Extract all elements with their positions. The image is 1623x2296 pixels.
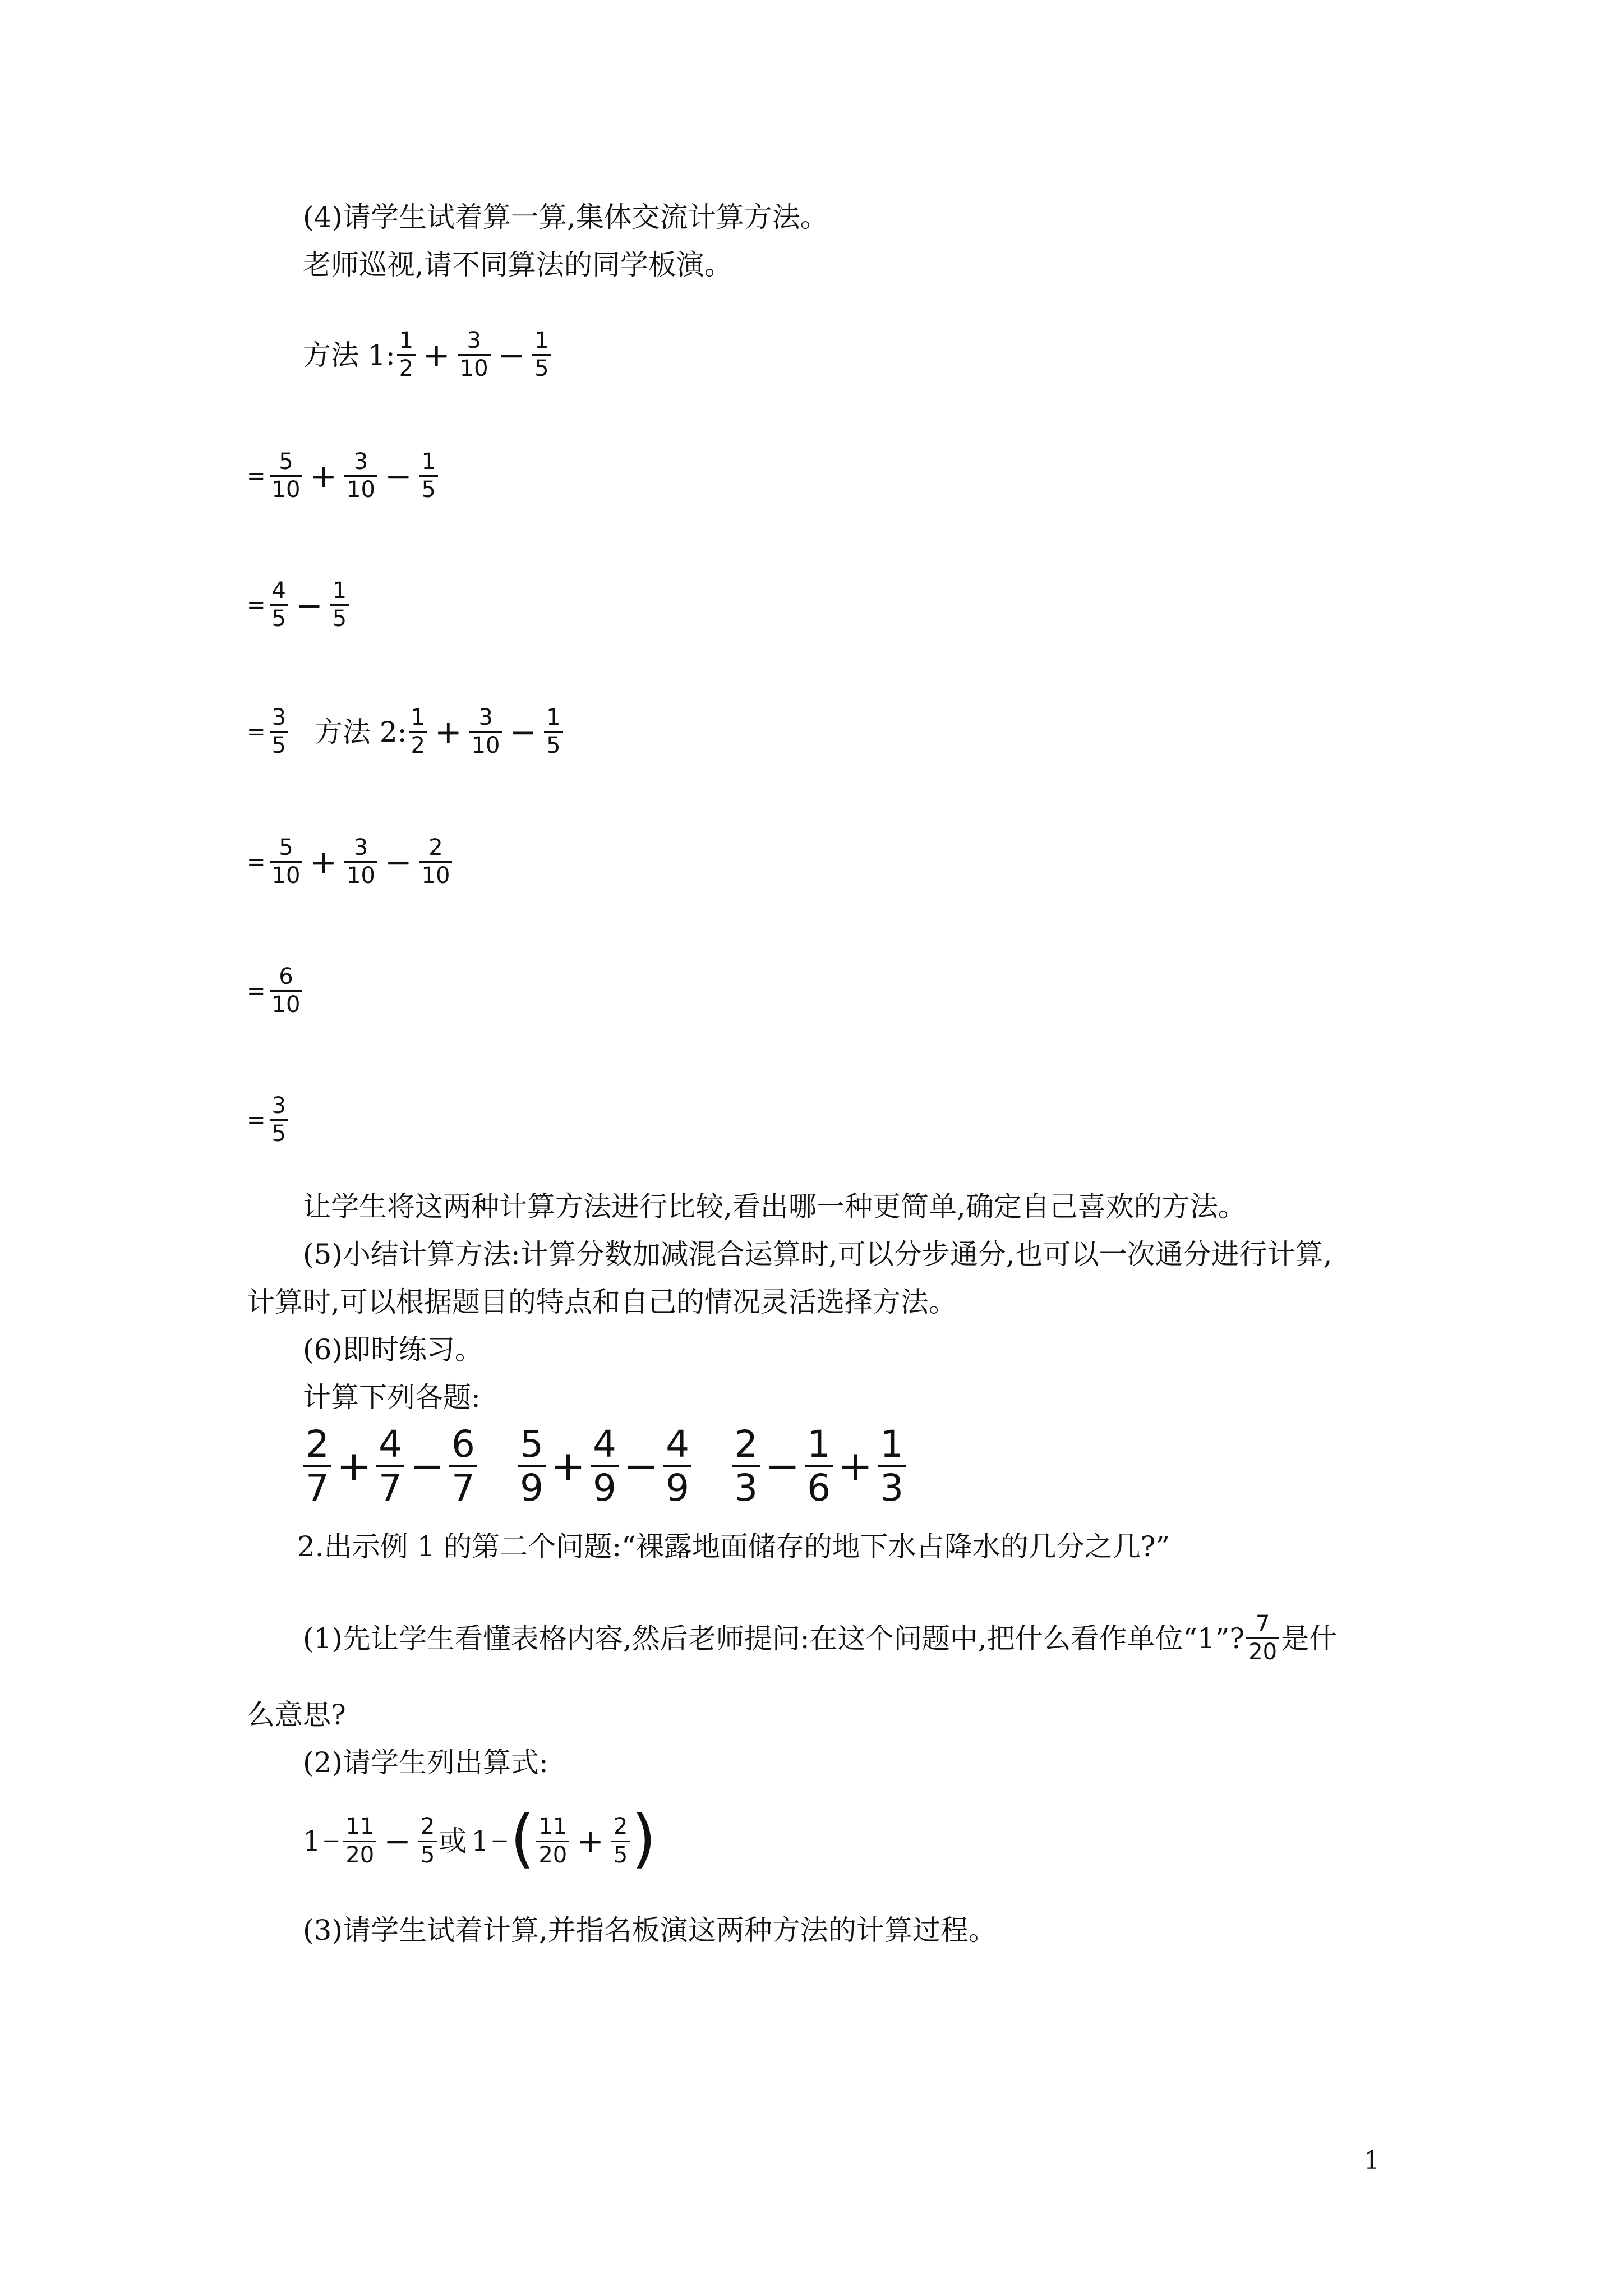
minus-sign: −: [384, 843, 412, 881]
numerator: 1: [421, 449, 436, 475]
denominator: 6: [805, 1465, 833, 1507]
denominator: 20: [343, 1841, 376, 1867]
paragraph-5-line-1: (5)小结计算方法:计算分数加减混合运算时,可以分步通分,也可以一次通分进行计算,: [303, 1238, 1332, 1271]
left-paren: (: [510, 1802, 535, 1875]
method-2-label: 方法 2:: [314, 715, 407, 748]
minus-sign: −: [384, 1822, 411, 1860]
numerator: 1: [332, 578, 347, 604]
denominator: 5: [611, 1841, 630, 1867]
denominator: 5: [270, 731, 288, 758]
paragraph-question-2-1: [303, 1612, 1337, 1664]
fraction: [591, 1425, 619, 1508]
method-2-expression: [247, 706, 565, 758]
fraction: [270, 965, 303, 1017]
numerator: 4: [666, 1423, 690, 1466]
paragraph-compare: 让学生将这两种计算方法进行比较,看出哪一种更简单,确定自己喜欢的方法。: [303, 1190, 1246, 1223]
minus-sign: −: [321, 1828, 341, 1854]
denominator: 9: [518, 1465, 546, 1507]
numerator: 6: [451, 1423, 476, 1466]
denominator: 10: [469, 731, 502, 758]
fraction: [343, 1815, 376, 1867]
numerator: 1: [807, 1423, 831, 1466]
fraction: [418, 1815, 437, 1867]
fraction: [303, 1425, 331, 1508]
fraction: [532, 329, 551, 381]
numerator: 4: [593, 1423, 617, 1466]
paragraph-4: (4)请学生试着算一算,集体交流计算方法。: [303, 201, 828, 233]
method-1-step-2: [247, 579, 351, 631]
question-2-1-text-tail: 是什: [1281, 1622, 1338, 1655]
equals-sign: =: [247, 719, 266, 745]
or-text: 或: [439, 1825, 467, 1857]
numerator: 5: [279, 835, 293, 861]
plus-sign: +: [310, 843, 338, 881]
denominator: 7: [376, 1465, 404, 1507]
denominator: 5: [419, 475, 438, 502]
method-2-result: [247, 1094, 290, 1146]
denominator: 5: [418, 1841, 437, 1867]
method-2-step-2: [247, 965, 304, 1017]
paragraph-question-2-2: (2)请学生列出算式:: [303, 1746, 548, 1779]
numerator: 7: [1255, 1611, 1270, 1637]
denominator: 10: [344, 475, 377, 502]
numerator: 1: [411, 705, 425, 730]
denominator: 2: [397, 354, 416, 381]
method-1-expression: [303, 329, 553, 381]
plus-sign: +: [336, 1442, 372, 1490]
numerator: 3: [467, 328, 481, 353]
formula-expression: [303, 1802, 656, 1875]
plus-sign: +: [577, 1822, 604, 1860]
numerator: 6: [279, 964, 293, 990]
denominator: 9: [663, 1465, 691, 1507]
numerator: 1: [534, 328, 549, 353]
denominator: 10: [419, 861, 453, 888]
paragraph-question-2: 2.出示例 1 的第二个问题:“裸露地面储存的地下水占降水的几分之几?”: [297, 1530, 1170, 1563]
fraction: [419, 836, 453, 888]
numerator: 1: [880, 1423, 904, 1466]
numerator: 3: [478, 705, 493, 730]
numerator: 1: [399, 328, 414, 353]
equals-sign: =: [247, 849, 266, 875]
plus-sign: +: [423, 335, 450, 374]
paragraph-6: (6)即时练习。: [303, 1333, 483, 1366]
denominator: 5: [330, 604, 349, 631]
minus-sign: −: [509, 712, 537, 751]
paragraph-5-line-2: 计算时,可以根据题目的特点和自己的情况灵活选择方法。: [247, 1286, 957, 1318]
fraction: [344, 836, 377, 888]
paragraph-calc: 计算下列各题:: [303, 1381, 481, 1414]
paragraph-question-2-3: (3)请学生试着计算,并指名板演这两种方法的计算过程。: [303, 1914, 997, 1947]
denominator: 5: [270, 604, 288, 631]
numerator: 3: [353, 835, 368, 861]
numerator: 5: [279, 449, 293, 475]
numerator: 3: [271, 705, 286, 730]
numerator: 4: [379, 1423, 403, 1466]
fraction: [732, 1425, 760, 1508]
numerator: 2: [428, 835, 443, 861]
denominator: 20: [536, 1841, 569, 1867]
fraction: [878, 1425, 906, 1508]
plus-sign: +: [310, 457, 338, 495]
fraction: [270, 836, 303, 888]
fraction: [458, 329, 491, 381]
paragraph-teacher-tour: 老师巡视,请不同算法的同学板演。: [303, 249, 732, 281]
fraction: [518, 1425, 546, 1508]
denominator: 10: [458, 354, 491, 381]
equals-sign: =: [247, 592, 266, 618]
fraction: [663, 1425, 691, 1508]
right-paren: ): [631, 1802, 656, 1875]
numerator: 4: [271, 578, 286, 604]
numerator: 2: [420, 1814, 435, 1840]
equals-sign: =: [247, 1107, 266, 1133]
formula-one: 1: [303, 1825, 321, 1857]
minus-sign: −: [295, 586, 323, 624]
fraction: [409, 706, 427, 758]
plus-sign: +: [838, 1442, 873, 1490]
numerator: 2: [734, 1423, 758, 1466]
fraction: [805, 1425, 833, 1508]
numerator: 2: [613, 1814, 628, 1840]
fraction: [611, 1815, 630, 1867]
fraction: [270, 706, 288, 758]
denominator: 9: [591, 1465, 619, 1507]
numerator: 3: [353, 449, 368, 475]
paragraph-question-2-1-cont: 么意思?: [247, 1699, 346, 1731]
denominator: 5: [270, 1119, 288, 1146]
denominator: 7: [303, 1465, 331, 1507]
denominator: 3: [878, 1465, 906, 1507]
fraction: [270, 1094, 288, 1146]
fraction: [449, 1425, 477, 1508]
fraction: [330, 579, 349, 631]
minus-sign: −: [384, 457, 412, 495]
equals-sign: =: [247, 463, 266, 489]
denominator: 3: [732, 1465, 760, 1507]
method-1-label: 方法 1:: [303, 338, 395, 371]
fraction: [397, 329, 416, 381]
equals-sign: =: [247, 978, 266, 1004]
minus-sign: −: [409, 1442, 445, 1490]
formula-one: 1: [471, 1825, 490, 1857]
denominator: 10: [344, 861, 377, 888]
plus-sign: +: [434, 712, 462, 751]
numerator: 3: [271, 1093, 286, 1119]
method-2-step-1: [247, 836, 454, 888]
fraction: [469, 706, 502, 758]
minus-sign: −: [765, 1442, 800, 1490]
minus-sign: −: [497, 335, 525, 374]
minus-sign: −: [490, 1828, 509, 1854]
denominator: 10: [270, 475, 303, 502]
question-2-1-text: (1)先让学生看懂表格内容,然后老师提问:在这个问题中,把什么看作单位“1”?: [303, 1622, 1245, 1655]
numerator: 2: [306, 1423, 329, 1466]
minus-sign: −: [624, 1442, 659, 1490]
denominator: 20: [1246, 1637, 1279, 1664]
denominator: 7: [449, 1465, 477, 1507]
numerator: 11: [345, 1814, 375, 1840]
fraction: [270, 450, 303, 502]
denominator: 10: [270, 990, 303, 1017]
numerator: 11: [538, 1814, 568, 1840]
numerator: 5: [520, 1423, 544, 1466]
plus-sign: +: [551, 1442, 586, 1490]
fraction: [419, 450, 438, 502]
fraction: [270, 579, 288, 631]
denominator: 10: [270, 861, 303, 888]
denominator: 5: [544, 731, 562, 758]
page-number: 1: [1364, 2146, 1380, 2175]
practice-problems: [302, 1425, 907, 1508]
fraction: [376, 1425, 404, 1508]
denominator: 5: [532, 354, 551, 381]
fraction: [544, 706, 562, 758]
numerator: 1: [546, 705, 561, 730]
fraction: [1246, 1612, 1279, 1664]
method-1-step-1: [247, 450, 440, 502]
fraction: [344, 450, 377, 502]
fraction: [536, 1815, 569, 1867]
denominator: 2: [409, 731, 427, 758]
